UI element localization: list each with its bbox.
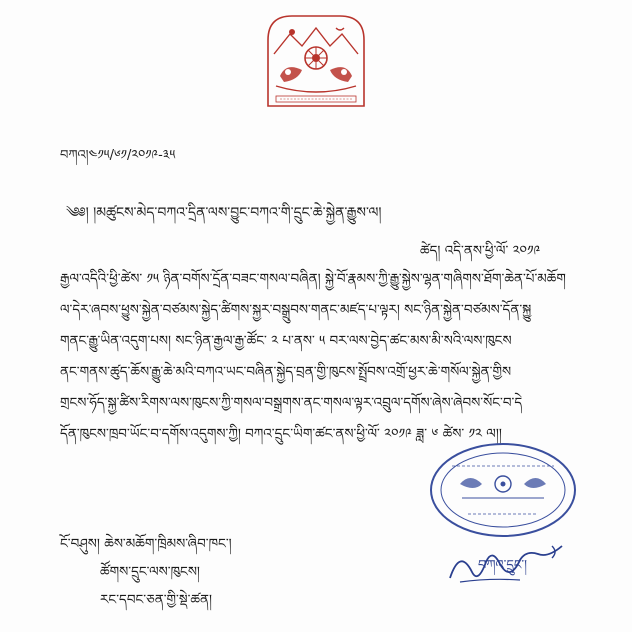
body-line: ལ་དེར་ཞབས་ཕྱུས་སྐྱེན་བཙམས་སྐྱེད་ཚིགས་སྐྱར་བསྒྲུབས་གནང་མཛད་པ་ལྟར། སང་ཉིན་སྐྱེན་བཙམས་དོན་སྐྱུ bbox=[60, 302, 532, 318]
body-line: གནང་རྒྱུ་ཡིན་འདུག་པས། སང་ཉིན་རྒྱལ་རྒྱ་ཚོང་ ༢ པ་ནས་ ༥ བར་ལས་བྱེད་ཚང་མས་མི་སའི་ལས་ཁུངས bbox=[60, 333, 512, 349]
signatory-name: བཀའ་དྲུང་། bbox=[478, 558, 528, 573]
copy-to-line: ཚོགས་དྲུང་ལས་ཁུངས། bbox=[100, 564, 200, 580]
reference-number: བཀའ།༤༡༥/༦༡/༢༠༡༩-༣༥ bbox=[60, 148, 176, 163]
copy-to-line: རང་དབང་ཅན་གྱི་སྡེ་ཚན། bbox=[100, 592, 213, 608]
body-line: རྒྱལ་འདིའི་ཕྱི་ཚེས་ ༡༥ ཉིན་བགོས་དྲོན་བཟང་གསལ་བཞིན། སྐྱེ་བོ་རྣམས་ཀྱི་རྒྱུ་སྐྱེས་ལྷན་གཞིགས་ཐོག་ཆེན་པོ་མཆོག bbox=[60, 271, 566, 287]
body-line: ནང་གནས་ཚུད་ཆོས་རྒྱུ་ཆེ་མའི་བཀའ་ཡང་བཞིན་སྐྱེད་བྲན་གྱི་ཁུངས་སྤྲོབས་འགྲོ་ཕྱར་ཆེ་གསོལ་སྐྱེན་གྱིས bbox=[60, 364, 512, 380]
office-stamp-icon bbox=[428, 440, 578, 540]
copy-to-line: ངོ་བཤུས། ཆེས་མཆོག་ཁྲིམས་ཞིབ་ཁང་། bbox=[60, 536, 232, 552]
body-line: དོན་ཁུངས་ཁྲབ་ཡོང་བ་དགོས་འདུགས་ཀྱི། བཀའ་དྲུང་ཡིག་ཚང་ནས་ཕྱི་ལོ་ ༢༠༡༩ ཟླ་ ༦ ཚེས་ ༡༢ ལ།། bbox=[60, 426, 502, 442]
copy-to-list bbox=[60, 530, 232, 614]
date-line: ཚེད། འདི་ནས་ཕྱི་ལོ་ ༢༠༡༩ bbox=[420, 243, 541, 259]
body-line: གྲངས་ཧོད་སྐྱ་ཚིས་རིགས་ལས་ཁུངས་ཀྱི་གསལ་བསྒྲགས་ནང་གསལ་ལྟར་འབྲུལ་དགོས་ཞེས་ཞེབས་སོང་བ་དེ bbox=[60, 395, 523, 411]
body-text bbox=[60, 264, 590, 450]
emblem-seal-icon bbox=[262, 10, 370, 112]
subject-line: ༄༅། །མཚུངས་མེད་བཀའ་དྲིན་ལས་བྱུང་བཀའ་གི་དྲུང་ཆེ་སྐྱེན་རྒྱུས་ལ། bbox=[66, 205, 382, 221]
